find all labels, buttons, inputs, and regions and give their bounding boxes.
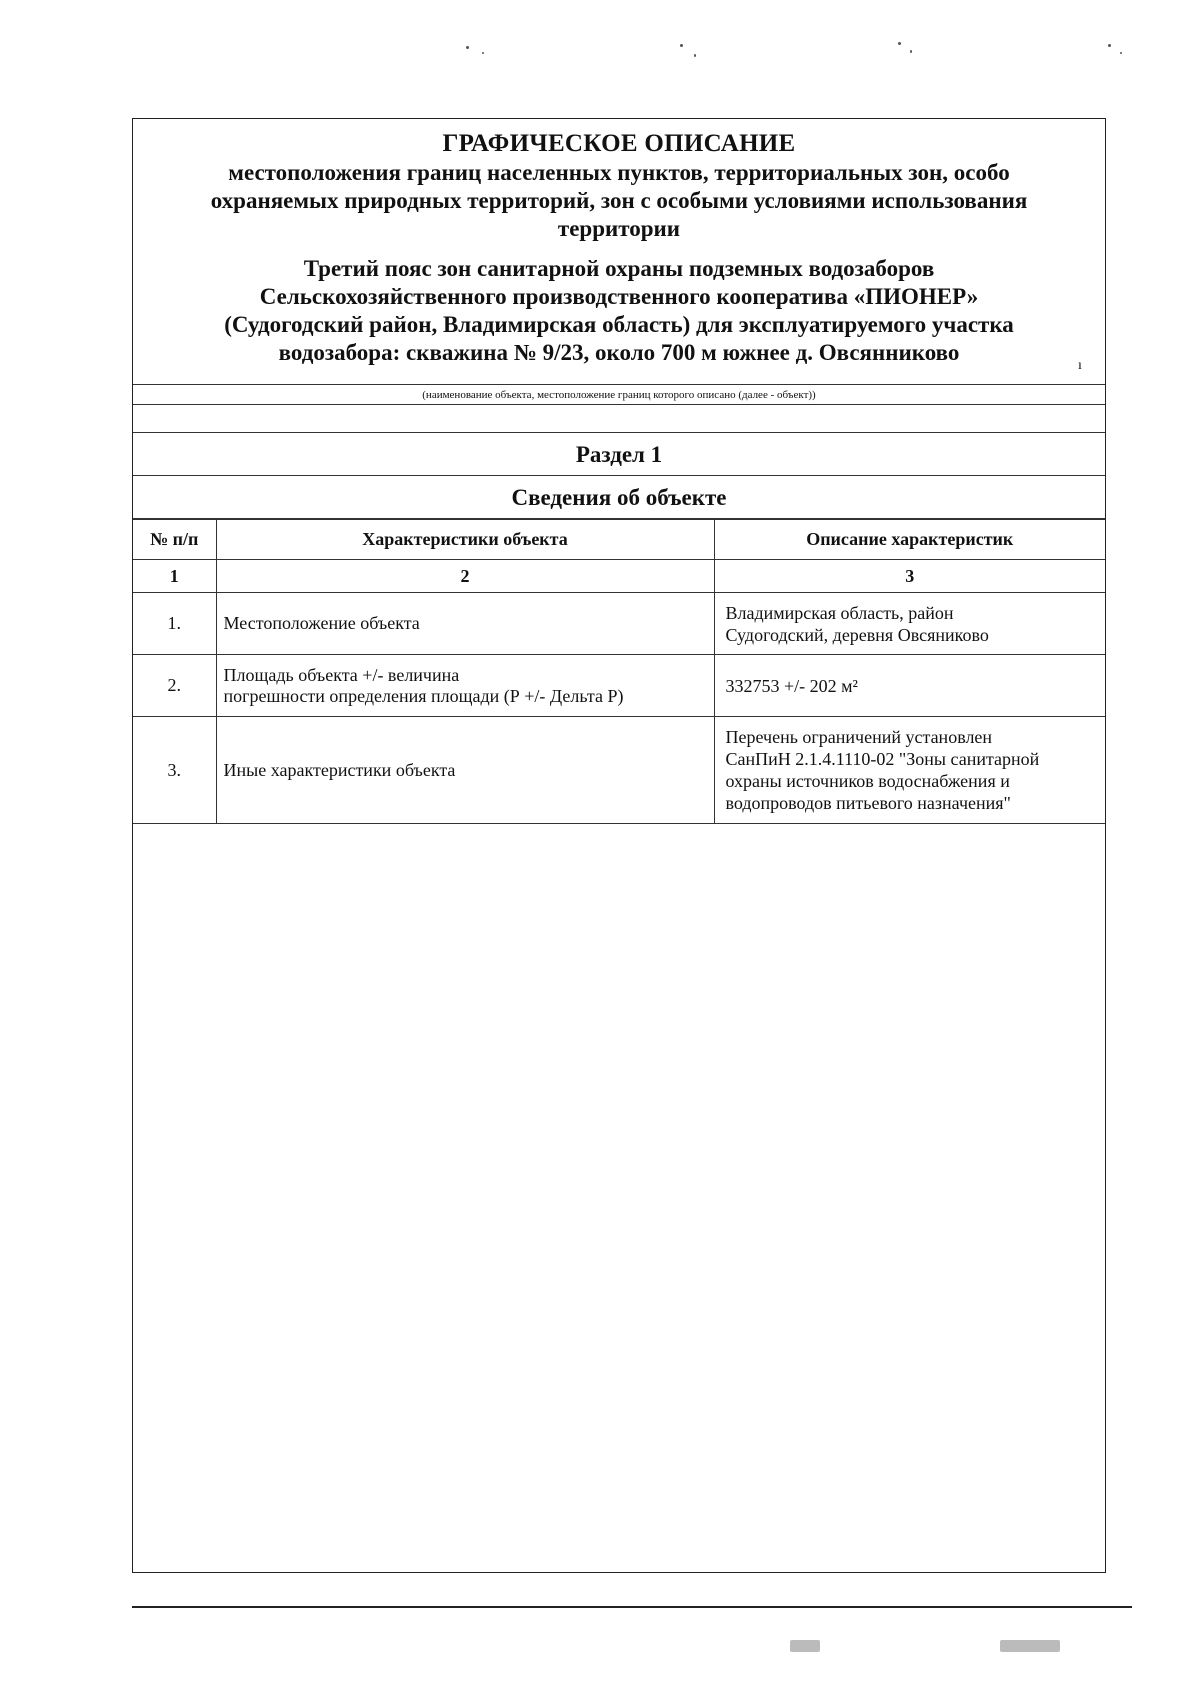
subtitle-line: территории <box>557 216 681 241</box>
description-line: охраны источников водоснабжения и <box>725 771 1010 791</box>
description-line: водопроводов питьевого назначения" <box>725 793 1011 813</box>
table-row <box>133 717 1105 824</box>
scan-speckle <box>466 46 469 49</box>
description-line: Судогодский, деревня Овсяниково <box>725 624 989 645</box>
characteristic-line: Иные характеристики объекта <box>223 759 456 780</box>
scan-edge-mark: ı <box>1078 358 1082 373</box>
row-number: 1. <box>133 593 216 655</box>
row-characteristic <box>216 717 714 824</box>
document-frame <box>132 118 1106 1573</box>
scan-speckle <box>694 54 696 57</box>
row-description <box>714 655 1105 717</box>
object-name-line: водозабора: скважина № 9/23, около 700 м южнее д. Овсянниково <box>278 340 960 365</box>
table-row <box>133 655 1105 717</box>
scan-speckle <box>790 1640 820 1652</box>
scan-speckle <box>680 44 683 47</box>
scan-speckle <box>910 50 912 53</box>
column-header-number: № п/п <box>133 520 216 560</box>
description-line: Владимирская область, район <box>725 602 954 623</box>
column-number: 2 <box>216 560 714 593</box>
scan-speckle <box>898 42 901 45</box>
table-row <box>133 593 1105 655</box>
section-title: Раздел 1 <box>133 433 1105 476</box>
row-characteristic <box>216 593 714 655</box>
object-name-line: (Судогодский район, Владимирская область) для эксплуатируемого участка <box>224 312 1014 337</box>
row-description <box>714 717 1105 824</box>
scan-speckle <box>1000 1640 1060 1652</box>
description-line: СанПиН 2.1.4.1110-02 "Зоны санитарной <box>725 749 1040 769</box>
empty-row <box>133 405 1105 433</box>
description-line: 332753 +/- 202 м² <box>725 675 858 696</box>
object-name <box>133 255 1105 367</box>
column-number: 1 <box>133 560 216 593</box>
table-header-row <box>133 520 1105 560</box>
characteristic-line: Площадь объекта +/- величина <box>223 664 460 685</box>
document-title: ГРАФИЧЕСКОЕ ОПИСАНИЕ <box>442 130 796 157</box>
object-name-note: (наименование объекта, местоположение границ которого описано (далее - объект)) <box>133 385 1105 405</box>
characteristics-table <box>133 519 1105 824</box>
scan-speckle <box>1108 44 1111 47</box>
column-header-description: Описание характеристик <box>714 520 1105 560</box>
characteristic-line: погрешности определения площади (Р +/- Дельта Р) <box>223 685 624 706</box>
document-header <box>133 119 1105 385</box>
row-description <box>714 593 1105 655</box>
subtitle-line: местоположения границ населенных пунктов, территориальных зон, особо <box>228 160 1010 185</box>
column-numbers-row <box>133 560 1105 593</box>
column-number: 3 <box>714 560 1105 593</box>
row-number: 2. <box>133 655 216 717</box>
description-line: Перечень ограничений установлен <box>725 727 993 747</box>
footer-rule <box>132 1606 1132 1608</box>
section-subtitle: Сведения об объекте <box>133 476 1105 519</box>
row-number: 3. <box>133 717 216 824</box>
scan-speckle <box>1120 52 1122 54</box>
subtitle-line: охраняемых природных территорий, зон с особыми условиями использования <box>210 188 1028 213</box>
document-subtitle <box>133 159 1105 243</box>
scan-speckle <box>482 52 484 54</box>
row-characteristic <box>216 655 714 717</box>
characteristic-line: Местоположение объекта <box>223 613 420 633</box>
column-header-characteristic: Характеристики объекта <box>216 520 714 560</box>
object-name-line: Сельскохозяйственного производственного кооператива «ПИОНЕР» <box>259 284 979 309</box>
object-name-line: Третий пояс зон санитарной охраны подземных водозаборов <box>303 256 935 281</box>
